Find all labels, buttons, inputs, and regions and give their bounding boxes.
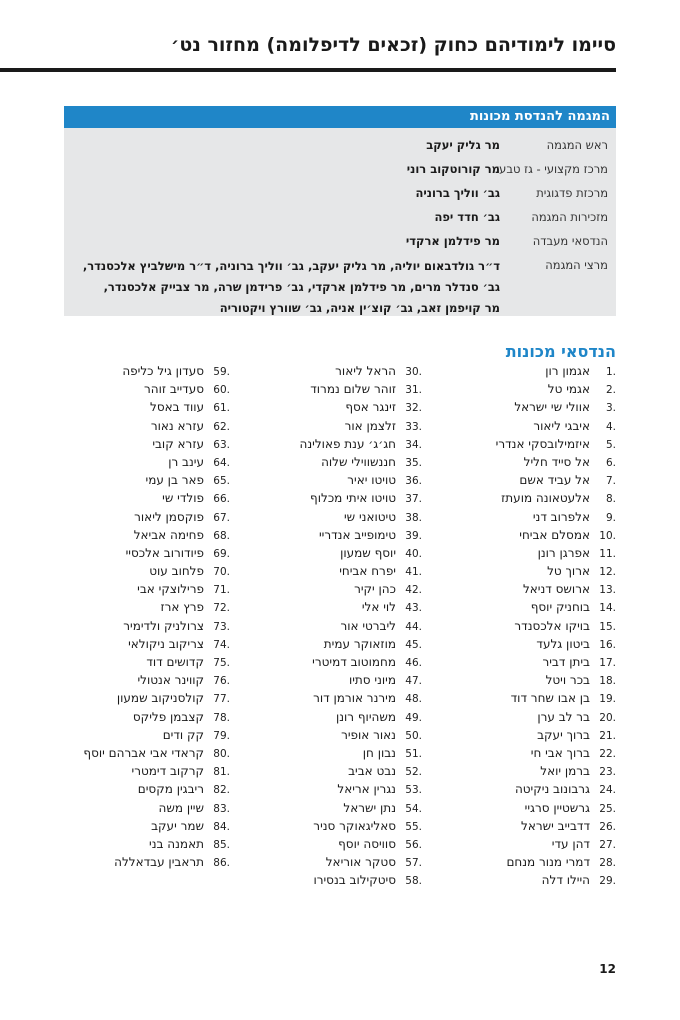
graduate-name: קדושים דוד	[146, 655, 204, 669]
graduate-number: 67.	[213, 511, 230, 524]
graduate-item	[50, 508, 230, 526]
graduate-item	[257, 398, 422, 416]
graduate-name: אפרגן רונן	[537, 545, 590, 560]
title-rule	[0, 68, 616, 72]
lecturers-list	[70, 256, 500, 319]
graduate-name: עזרא קובי	[152, 436, 204, 451]
graduate-item	[50, 744, 230, 762]
graduate-name: יוסף שמעון	[340, 545, 396, 560]
graduate-item	[257, 780, 422, 798]
graduate-number: 11.	[599, 547, 616, 560]
graduate-name: ארושס דניאל	[522, 582, 590, 597]
graduate-item	[257, 489, 422, 507]
graduate-number: 29.	[599, 875, 616, 888]
graduate-number: 5.	[605, 438, 616, 451]
graduate-name: גרשטיין סרגיי	[524, 800, 590, 815]
graduate-number: 36.	[405, 475, 422, 488]
committee-role: מרצי המגמה	[545, 258, 608, 272]
committee-role: מרכז מקצועי - גז טבעי	[496, 162, 608, 176]
graduate-number: 23.	[599, 766, 616, 779]
committee-role: מרכזת פדגוגית	[536, 186, 608, 200]
graduate-number: 68.	[213, 529, 230, 542]
graduate-number: 78.	[213, 711, 230, 724]
graduate-name: סעדון גיל כליפה	[122, 364, 204, 378]
graduate-name: טויטו איתי מכלוף	[310, 491, 396, 506]
graduate-item	[257, 526, 422, 544]
graduate-number: 84.	[213, 820, 230, 833]
graduate-name: חג׳ג׳ ענת פאולינה	[299, 436, 396, 451]
graduate-item	[257, 871, 422, 889]
graduate-number: 19.	[599, 693, 616, 706]
graduate-name: סאליגאוקר סניר	[313, 818, 396, 833]
graduate-number: 58.	[405, 875, 422, 888]
graduate-item	[257, 362, 422, 380]
graduate-name: קראדי אבי אברהם יוסף	[83, 745, 204, 760]
graduate-name: פוקסמן ליאור	[134, 509, 204, 524]
graduate-item	[257, 435, 422, 453]
graduates-column-1	[451, 362, 616, 889]
graduate-name: כהן יקיר	[354, 582, 396, 597]
graduate-name: ליברטי אור	[340, 618, 396, 633]
graduate-name: שיין משה	[158, 800, 204, 815]
graduate-number: 35.	[405, 456, 422, 469]
graduate-item	[257, 817, 422, 835]
graduate-name: דהן עדי	[551, 836, 590, 851]
graduate-name: פרץ ארז	[160, 600, 204, 615]
graduate-item	[257, 671, 422, 689]
graduate-name: פאר בן עמי	[145, 473, 204, 488]
graduate-name: נבון חן	[362, 745, 396, 760]
graduate-number: 16.	[599, 638, 616, 651]
graduate-number: 12.	[599, 566, 616, 579]
graduate-number: 49.	[405, 711, 422, 724]
graduate-item	[257, 726, 422, 744]
graduate-item	[50, 726, 230, 744]
graduate-name: דדבייב ישראל	[521, 818, 590, 833]
graduate-number: 61.	[213, 402, 230, 415]
graduate-number: 42.	[405, 584, 422, 597]
graduate-number: 52.	[405, 766, 422, 779]
graduate-item	[451, 471, 616, 489]
graduate-item	[257, 689, 422, 707]
graduate-item	[257, 508, 422, 526]
graduate-name: נתן ישראל	[343, 800, 396, 815]
graduate-item	[50, 817, 230, 835]
graduate-name: אל סייד חליל	[523, 454, 590, 469]
committee-name: מר קורוטקוב רוני	[406, 162, 500, 176]
graduate-name: בוחניק יוסף	[530, 600, 590, 615]
graduate-number: 46.	[405, 657, 422, 669]
graduate-item	[451, 671, 616, 689]
graduate-number: 53.	[405, 784, 422, 797]
graduate-name: זלצמן אור	[344, 418, 396, 433]
graduate-name: סיטקילוב בנסירו	[313, 873, 396, 888]
committee-panel	[64, 106, 616, 316]
graduate-item	[50, 380, 230, 398]
graduate-name: אל עביד אשם	[519, 473, 590, 488]
graduate-name: בן אבו שחר דוד	[510, 691, 590, 706]
graduate-name: גרבונוב ניקיטה	[514, 782, 590, 797]
graduate-item	[50, 598, 230, 616]
graduate-item	[451, 562, 616, 580]
graduate-item	[50, 853, 230, 871]
graduate-number: 9.	[605, 511, 616, 524]
graduate-number: 80.	[213, 747, 230, 760]
graduate-item	[257, 380, 422, 398]
graduate-name: פחימה אביאל	[133, 527, 204, 542]
graduate-number: 40.	[405, 547, 422, 560]
graduate-number: 38.	[405, 511, 422, 524]
graduate-name: פרילוצקי אבי	[137, 582, 204, 597]
graduate-name: קצבמן פליקס	[132, 709, 204, 724]
graduate-name: דמרי מנור מנחם	[506, 855, 590, 870]
graduate-number: 2.	[605, 384, 616, 397]
graduate-name: טיטואני שי	[343, 509, 396, 524]
graduate-number: 44.	[405, 620, 422, 633]
graduate-name: ברוך אבי חי	[530, 745, 590, 760]
graduate-item	[451, 744, 616, 762]
graduate-name: ביטון גלעד	[536, 636, 590, 651]
graduate-number: 41.	[405, 566, 422, 579]
graduate-number: 69.	[213, 547, 230, 560]
graduate-name: אלעטאונה מועתז	[501, 491, 590, 506]
graduate-item	[50, 362, 230, 380]
graduate-name: עינב רן	[168, 454, 204, 469]
graduate-item	[50, 653, 230, 671]
graduate-name: פיודורוב אלכסיי	[125, 545, 204, 560]
graduate-item	[50, 453, 230, 471]
graduate-number: 14.	[599, 602, 616, 615]
graduate-item	[50, 635, 230, 653]
graduate-number: 62.	[213, 420, 230, 433]
graduate-number: 85.	[213, 838, 230, 851]
graduate-number: 81.	[213, 766, 230, 779]
graduate-name: מיוני סתיו	[348, 673, 396, 688]
graduate-item	[257, 653, 422, 671]
graduate-number: 10.	[599, 529, 616, 542]
graduate-number: 63.	[213, 438, 230, 451]
graduate-item	[257, 744, 422, 762]
graduate-item	[50, 435, 230, 453]
graduate-item	[451, 817, 616, 835]
graduate-name: לוי אלי	[361, 600, 396, 615]
graduate-number: 7.	[605, 475, 616, 488]
graduate-number: 31.	[405, 384, 422, 397]
committee-name: מר פידלמן ארקדי	[405, 234, 500, 248]
graduate-item	[451, 835, 616, 853]
page-number: 12	[599, 962, 616, 976]
graduate-name: נגרין אריאל	[337, 782, 396, 797]
graduate-name: פולדי שי	[162, 491, 204, 506]
graduate-number: 32.	[405, 402, 422, 415]
graduate-item	[451, 853, 616, 871]
graduate-item	[50, 835, 230, 853]
section-heading: הנדסאי מכונות	[505, 342, 616, 361]
graduate-name: בר לב ערן	[537, 709, 590, 724]
graduate-number: 6.	[605, 456, 616, 469]
graduate-item	[451, 398, 616, 416]
graduate-name: סטקר אוריאל	[325, 855, 396, 870]
graduate-item	[257, 417, 422, 435]
graduate-name: נאור אופיר	[341, 727, 396, 742]
graduate-number: 50.	[405, 729, 422, 742]
lecturers-line: גב׳ סנדלר מרים, מר פידלמן ארקדי, גב׳ פרידמן שרה, מר צבייק אלכסנדר,	[103, 280, 500, 294]
graduate-number: 77.	[213, 693, 230, 706]
graduate-name: ברוך יעקב	[537, 727, 590, 742]
graduate-number: 66.	[213, 493, 230, 506]
graduate-number: 59.	[213, 366, 230, 378]
graduate-number: 57.	[405, 857, 422, 870]
graduate-number: 74.	[213, 638, 230, 651]
graduate-name: אוולי שי ישראל	[514, 400, 590, 415]
graduate-name: בכר ויטל	[545, 673, 590, 688]
graduate-item	[451, 726, 616, 744]
graduate-item	[257, 544, 422, 562]
graduate-name: מירנר אורמן דור	[313, 691, 396, 706]
graduates-column-2	[257, 362, 422, 889]
graduate-name: עזרא נאור	[150, 418, 204, 433]
graduate-name: מוזאוקר עמית	[323, 636, 396, 651]
committee-name: גב׳ חדד יפה	[434, 210, 500, 224]
graduate-number: 8.	[605, 493, 616, 506]
graduate-item	[257, 562, 422, 580]
graduate-number: 54.	[405, 802, 422, 815]
graduate-name: בויקו אלכסנדר	[514, 618, 590, 633]
graduate-name: צרולניק ולדימיר	[123, 618, 204, 633]
graduate-name: זינגר אסף	[345, 400, 396, 415]
graduate-number: 37.	[405, 493, 422, 506]
graduate-number: 17.	[599, 657, 616, 669]
graduate-item	[257, 853, 422, 871]
graduate-item	[257, 635, 422, 653]
page-title: סיימו לימודיהם כחוק (זכאים לדיפלומה) מחזור נט׳	[170, 34, 616, 56]
graduate-name: ביתן דביר	[542, 655, 590, 669]
committee-name: מר גליק יעקב	[426, 138, 500, 152]
graduate-item	[451, 689, 616, 707]
graduate-name: קרקוב דימטרי	[131, 764, 204, 779]
graduate-number: 34.	[405, 438, 422, 451]
graduate-name: אמסלם אביחי	[519, 527, 590, 542]
graduate-item	[451, 617, 616, 635]
graduate-item	[257, 799, 422, 817]
graduate-number: 21.	[599, 729, 616, 742]
graduate-number: 22.	[599, 747, 616, 760]
lecturers-line: ד״ר גולדבאום יוליה, מר גליק יעקב, גב׳ ווליך ברוניה, ד״ר מישלביץ אלכסנדר,	[82, 259, 500, 273]
graduate-name: יפרח אביחי	[339, 564, 396, 579]
graduate-item	[257, 708, 422, 726]
graduate-name: נבט אביב	[348, 764, 396, 779]
graduate-item	[257, 471, 422, 489]
graduate-item	[257, 835, 422, 853]
graduate-name: איבגי ליאור	[533, 418, 590, 433]
graduate-name: טויטו יאיר	[347, 473, 396, 488]
committee-heading: המגמה להנדסת מכונות	[64, 106, 616, 128]
graduate-item	[451, 362, 616, 380]
graduate-number: 43.	[405, 602, 422, 615]
graduate-name: פלחוב עוט	[149, 564, 204, 579]
graduate-number: 56.	[405, 838, 422, 851]
graduate-item	[451, 653, 616, 671]
graduate-item	[50, 762, 230, 780]
graduate-item	[50, 489, 230, 507]
graduate-number: 13.	[599, 584, 616, 597]
graduate-item	[451, 380, 616, 398]
graduate-number: 48.	[405, 693, 422, 706]
graduate-item	[451, 580, 616, 598]
graduate-item	[451, 780, 616, 798]
graduate-item	[257, 617, 422, 635]
graduate-name: סעדייב זוהר	[143, 382, 204, 397]
graduate-number: 47.	[405, 675, 422, 688]
graduate-item	[451, 635, 616, 653]
graduate-number: 3.	[605, 402, 616, 415]
graduate-name: קולסניקוב שמעון	[116, 691, 204, 706]
graduate-number: 83.	[213, 802, 230, 815]
graduate-number: 75.	[213, 657, 230, 669]
graduate-number: 51.	[405, 747, 422, 760]
graduate-name: ברמן יואל	[540, 764, 590, 779]
graduate-name: משהיוף רונן	[335, 709, 396, 724]
graduate-number: 25.	[599, 802, 616, 815]
graduates-column-3	[50, 362, 230, 871]
graduate-name: איזמילובסקי אנדרי	[495, 436, 590, 451]
graduate-item	[50, 580, 230, 598]
graduate-item	[257, 598, 422, 616]
graduate-number: 72.	[213, 602, 230, 615]
graduate-name: סוויסה יוסף	[338, 836, 396, 851]
graduate-item	[451, 508, 616, 526]
graduate-number: 73.	[213, 620, 230, 633]
graduate-item	[50, 562, 230, 580]
committee-role: מזכירות המגמה	[531, 210, 608, 224]
graduate-number: 18.	[599, 675, 616, 688]
graduate-number: 55.	[405, 820, 422, 833]
graduate-item	[50, 708, 230, 726]
graduate-name: היילו דלה	[541, 873, 590, 888]
graduate-item	[257, 453, 422, 471]
graduate-item	[451, 544, 616, 562]
graduate-item	[451, 526, 616, 544]
graduate-item	[451, 435, 616, 453]
graduate-name: טימופייב אנדריי	[318, 527, 396, 542]
graduate-number: 24.	[599, 784, 616, 797]
graduate-number: 86.	[213, 857, 230, 870]
graduate-number: 39.	[405, 529, 422, 542]
graduate-name: קק ודים	[162, 727, 204, 742]
graduate-number: 26.	[599, 820, 616, 833]
graduate-name: אגמון רון	[545, 364, 590, 378]
graduate-item	[50, 398, 230, 416]
graduate-item	[451, 453, 616, 471]
graduate-number: 45.	[405, 638, 422, 651]
graduate-name: אגמי טל	[547, 382, 590, 397]
graduate-item	[451, 799, 616, 817]
graduate-name: תאמנה בני	[149, 836, 204, 851]
graduate-item	[451, 417, 616, 435]
committee-role: הנדסאי מעבדה	[532, 234, 608, 248]
graduate-name: שמר יעקב	[151, 818, 204, 833]
graduate-number: 20.	[599, 711, 616, 724]
graduate-name: אלפרוב דני	[532, 509, 590, 524]
graduate-name: מחמוטוב דמיטרי	[312, 655, 396, 669]
graduate-item	[50, 471, 230, 489]
graduate-item	[50, 689, 230, 707]
graduate-item	[451, 598, 616, 616]
committee-name: גב׳ ווליך ברוניה	[415, 186, 500, 200]
graduate-item	[50, 799, 230, 817]
graduate-item	[451, 489, 616, 507]
graduate-name: ארוך טל	[547, 564, 590, 579]
graduate-number: 79.	[213, 729, 230, 742]
graduate-item	[50, 417, 230, 435]
graduate-item	[50, 544, 230, 562]
graduate-item	[50, 671, 230, 689]
committee-role: ראש המגמה	[546, 138, 608, 152]
lecturers-line: מר קויפמן זאב, גב׳ קוצ׳ין אניה, גב׳ שוורץ ויקטוריה	[219, 301, 500, 315]
graduate-number: 65.	[213, 475, 230, 488]
graduate-item	[451, 708, 616, 726]
graduate-number: 76.	[213, 675, 230, 688]
graduate-item	[451, 762, 616, 780]
graduate-name: ריבגין מקסים	[137, 782, 204, 797]
graduate-number: 64.	[213, 456, 230, 469]
graduate-name: תראבין עבדאללה	[114, 855, 204, 870]
graduate-number: 30.	[405, 366, 422, 378]
graduate-number: 71.	[213, 584, 230, 597]
graduate-number: 15.	[599, 620, 616, 633]
graduate-name: זוהר שלום נמרוד	[310, 382, 396, 397]
graduate-name: חננשווילי שלוה	[321, 454, 396, 469]
graduate-item	[257, 762, 422, 780]
graduate-name: עווד באסל	[150, 400, 204, 415]
graduate-number: 82.	[213, 784, 230, 797]
graduate-item	[451, 871, 616, 889]
graduate-item	[50, 617, 230, 635]
graduate-number: 1.	[605, 366, 616, 378]
graduate-number: 60.	[213, 384, 230, 397]
graduate-number: 28.	[599, 857, 616, 870]
graduate-name: קווינר אנטולי	[137, 673, 204, 688]
graduate-name: הראל ליאור	[335, 364, 396, 378]
graduate-number: 70.	[213, 566, 230, 579]
graduate-number: 4.	[605, 420, 616, 433]
graduate-item	[257, 580, 422, 598]
graduate-name: צריקוב ניקולאי	[128, 636, 204, 651]
graduate-item	[50, 780, 230, 798]
graduate-item	[50, 526, 230, 544]
graduate-number: 27.	[599, 838, 616, 851]
graduate-number: 33.	[405, 420, 422, 433]
